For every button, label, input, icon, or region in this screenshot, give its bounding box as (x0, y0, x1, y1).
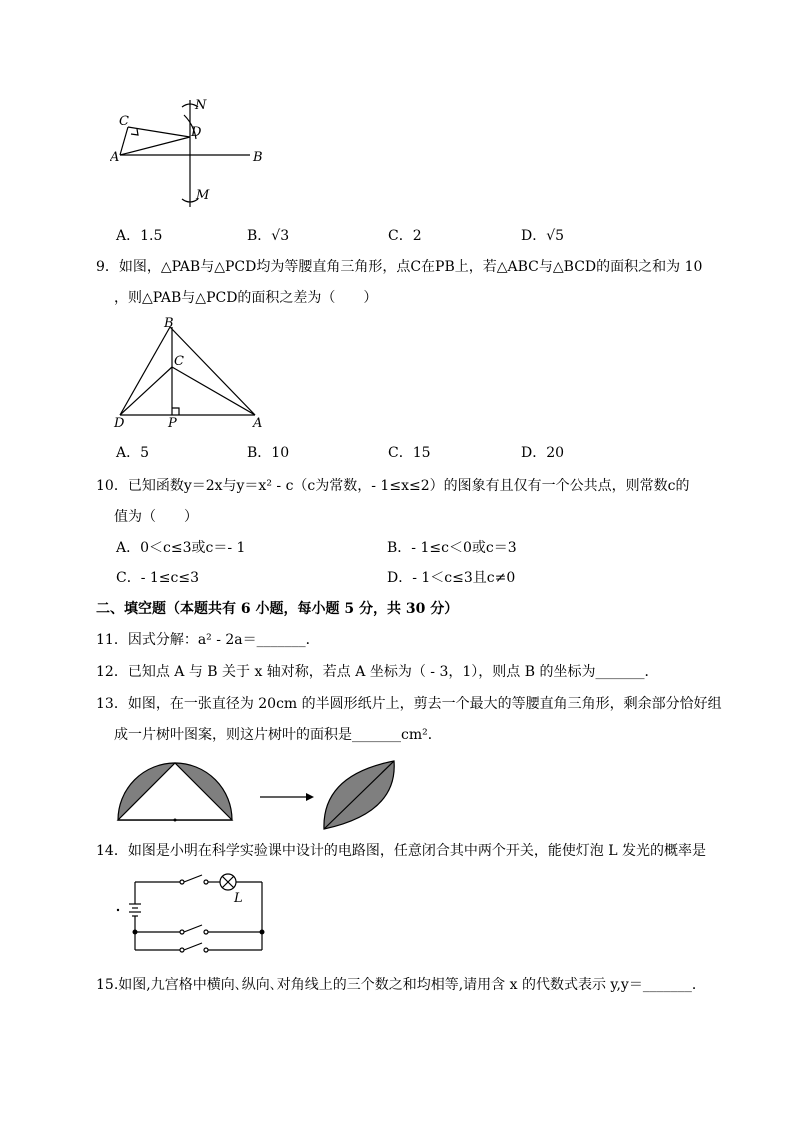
q10-option-a: A．0＜c≤3或c＝- 1 (116, 540, 246, 556)
q13-stem-line1: 13．如图，在一张直径为 20cm 的半圆形纸片上，剪去一个最大的等腰直角三角形，剩余部分恰好组 (96, 696, 722, 712)
q8-option-a: A．1.5 (116, 228, 163, 244)
q9-figure (110, 315, 270, 430)
q13-stem-line2: 成一片树叶图案，则这片树叶的面积是_______cm²． (114, 727, 442, 743)
q11-stem: 11．因式分解：a² - 2a＝_______． (96, 632, 320, 648)
q15-stem: 15.如图,九宫格中横向､纵向､对角线上的三个数之和均相等,请用含 x 的代数式表示 y,y＝_______． (96, 977, 706, 993)
q10-option-b: B．- 1≤c＜0或c＝3 (387, 540, 517, 556)
q8-figure (110, 95, 270, 215)
q14-stem: 14．如图是小明在科学实验课中设计的电路图，任意闭合其中两个开关，能使灯泡 L 发光的概率是 (96, 843, 707, 859)
q9-option-a: A．5 (116, 445, 150, 461)
label-L: L (234, 891, 243, 906)
q8-option-d: D．√5 (521, 228, 565, 244)
q8-option-b: B．√3 (247, 228, 290, 244)
q9-stem-line2: ，则△PAB与△PCD的面积之差为（ ） (114, 290, 378, 306)
q10-stem-line1: 10．已知函数y＝2x与y＝x² - c（c为常数，- 1≤x≤2）的图象有且仅有一个公共点，则常数c的 (96, 478, 690, 494)
label-P: P (168, 416, 177, 430)
q12-stem: 12．已知点 A 与 B 关于 x 轴对称，若点 A 坐标为（ - 3，1），则点 B 的坐标为_______． (96, 664, 659, 680)
label-D: D (191, 125, 202, 140)
q13-figure (110, 755, 410, 835)
label-D: D (114, 416, 125, 430)
label-M: M (196, 188, 210, 203)
q9-option-d: D．20 (521, 445, 565, 461)
section-2-heading: 二、填空题（本题共有 6 小题，每小题 5 分，共 30 分） (96, 601, 459, 617)
label-B: B (164, 316, 174, 331)
q9-option-b: B．10 (247, 445, 290, 461)
q8-option-c: C．2 (388, 228, 422, 244)
label-N: N (195, 98, 207, 113)
q10-option-d: D．- 1＜c≤3且c≠0 (387, 570, 516, 586)
label-C: C (174, 354, 184, 369)
q10-option-c: C．- 1≤c≤3 (116, 570, 200, 586)
label-A: A (253, 416, 263, 430)
q10-stem-line2: 值为（ ） (114, 509, 198, 525)
label-C: C (119, 114, 129, 129)
q14-circuit-figure (110, 870, 280, 960)
q9-option-c: C．15 (388, 445, 431, 461)
label-A: A (110, 150, 120, 165)
label-B: B (253, 150, 263, 165)
q9-stem-line1: 9．如图，△PAB与△PCD均为等腰直角三角形，点C在PB上，若△ABC与△BCD的面积之和为 10 (96, 259, 703, 275)
